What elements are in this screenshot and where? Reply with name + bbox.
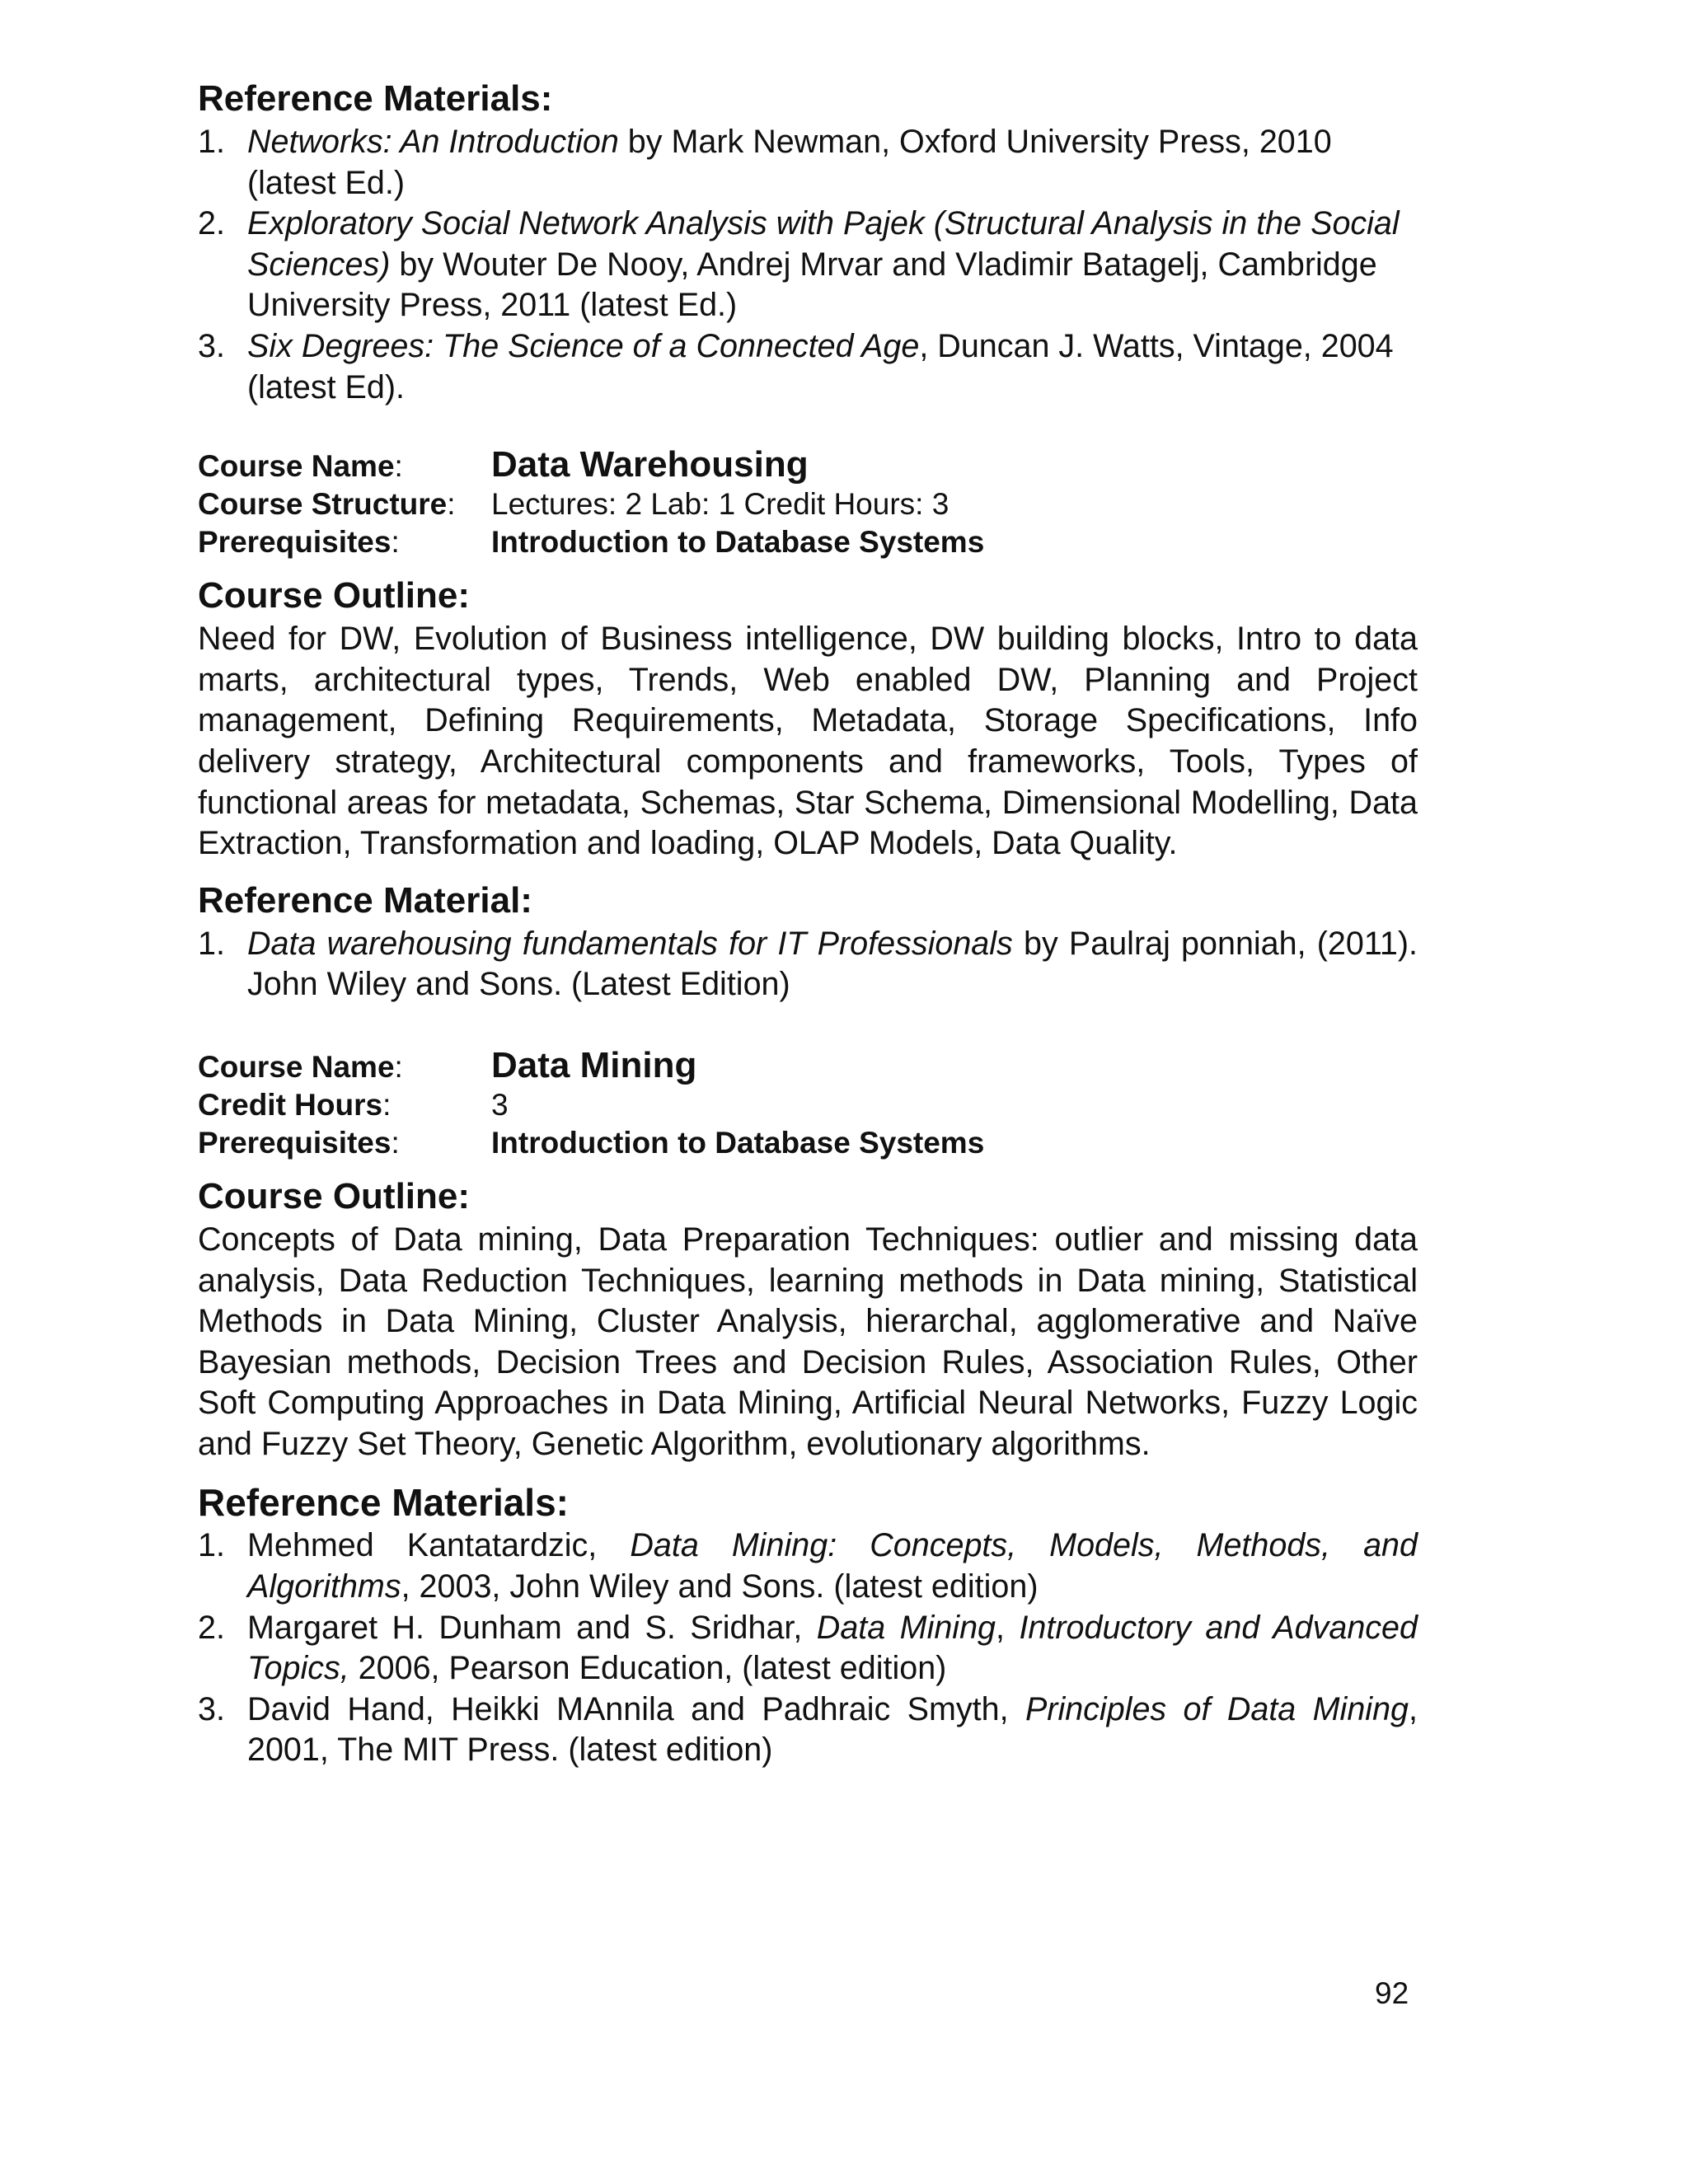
dm-credit-row	[198, 1086, 1418, 1124]
dw-structure-value: Lectures: 2 Lab: 1 Credit Hours: 3	[491, 487, 950, 522]
dm-credit-label: Credit Hours	[198, 1087, 383, 1122]
dm-prereq-label: Prerequisites	[198, 1125, 392, 1160]
refs1-item-1	[198, 122, 1418, 204]
dw-prereq-label: Prerequisites	[198, 525, 392, 560]
dm-prereq-row	[198, 1124, 1418, 1162]
dm-ref-item-1-title: Data Mining: Concepts, Models, Methods, and Algorithms	[247, 1527, 1418, 1605]
dm-ref-item-1	[198, 1526, 1418, 1607]
dw-structure-row	[198, 485, 1418, 523]
refs1-list	[198, 122, 1418, 408]
dm-ref-item-1-num: 1.	[198, 1527, 225, 1564]
refs1-item-3	[198, 326, 1418, 408]
dw-ref-item-1-title: Data warehousing fundamentals for IT Professionals	[247, 925, 1013, 962]
dm-name-label: Course Name	[198, 1049, 395, 1084]
refs1-item-1-rest: by Mark Newman, Oxford University Press, 2010 (latest Ed.)	[247, 124, 1332, 201]
dw-name-value: Data Warehousing	[491, 444, 809, 485]
page-number: 92	[1375, 1976, 1409, 2010]
dm-ref-item-2-pre: Margaret H. Dunham and S. Sridhar,	[247, 1609, 817, 1646]
dm-ref-item-2-title2: Introductory and Advanced Topics,	[247, 1609, 1418, 1687]
dm-ref-item-2-num: 2.	[198, 1609, 225, 1646]
dw-outline-text: Need for DW, Evolution of Business intelligence, DW building blocks, Intro to data marts, architectural types, Trends, Web enabled DW, Planning and Project management, Defining Requirements, Metadata, Storage Specifications, Info delivery strategy, Architectural components and frameworks, Tools, Types of functional areas for metadata, Schemas, Star Schema, Dimensional Modelling, Data Extraction, Transformation and loading, OLAP Models, Data Quality.	[198, 621, 1418, 862]
dm-course-section	[198, 1044, 1418, 1771]
dw-ref-heading: Reference Material:	[198, 879, 532, 921]
dm-ref-item-2-rest: 2006, Pearson Education, (latest edition)	[349, 1650, 947, 1687]
dw-course-section	[198, 446, 1418, 1005]
dm-prereq-value: Introduction to Database Systems	[491, 1125, 985, 1160]
refs1-item-1-title: Networks: An Introduction	[247, 124, 619, 160]
dm-outline-text: Concepts of Data mining, Data Preparation Techniques: outlier and missing data analysis, Data Reduction Techniques, learning methods in Data mining, Statistical Methods in Data Mining, Cluster Analysis, hierarchal, agglomerative and Naïve Bayesian methods, Decision Trees and Decision Rules, Association Rules, Other Soft Computing Approaches in Data Mining, Artificial Neural Networks, Fuzzy Logic and Fuzzy Set Theory, Genetic Algorithm, evolutionary algorithms.	[198, 1221, 1418, 1462]
dw-structure-label: Course Structure	[198, 487, 448, 522]
dw-name-label: Course Name	[198, 449, 395, 484]
dm-ref-heading: Reference Materials:	[198, 1481, 569, 1525]
dw-ref-item-1	[198, 924, 1418, 1005]
dm-name-sep: :	[394, 1049, 403, 1084]
dm-name-row	[198, 1044, 1418, 1086]
refs1-item-2-num: 2.	[198, 205, 225, 242]
dm-ref-item-2	[198, 1608, 1418, 1690]
dw-outline-heading: Course Outline:	[198, 575, 471, 616]
dm-ref-item-3-pre: David Hand, Heikki MAnnila and Padhraic Smyth,	[247, 1690, 1025, 1727]
refs1-item-1-num: 1.	[198, 124, 225, 160]
dm-ref-item-3-title: Principles of Data Mining	[1025, 1690, 1409, 1727]
dm-ref-item-2-title: Data Mining	[816, 1609, 996, 1646]
refs1-item-3-title: Six Degrees: The Science of a Connected Age	[247, 327, 920, 364]
dw-name-sep: :	[394, 449, 403, 484]
dm-credit-value: 3	[491, 1087, 509, 1122]
dw-prereq-row	[198, 523, 1418, 561]
dw-prereq-value: Introduction to Database Systems	[491, 525, 985, 560]
dm-outline-heading: Course Outline:	[198, 1175, 471, 1216]
dm-ref-item-3-rest: , 2001, The MIT Press. (latest edition)	[247, 1690, 1418, 1769]
refs1-item-2-title: Exploratory Social Network Analysis with Pajek (Structural Analysis in the Social Sciences)	[247, 205, 1400, 283]
dm-ref-item-1-rest: , 2003, John Wiley and Sons. (latest edition)	[401, 1568, 1039, 1605]
dw-prereq-sep: :	[391, 525, 400, 560]
dm-ref-item-2-mid: ,	[996, 1609, 1020, 1646]
refs1-item-2-rest: by Wouter De Nooy, Andrej Mrvar and Vladimir Batagelj, Cambridge University Press, 2011 (latest Ed.)	[247, 246, 1377, 324]
dw-structure-sep: :	[447, 487, 456, 522]
refs1-item-2	[198, 204, 1418, 326]
dm-ref-item-3-num: 3.	[198, 1690, 225, 1727]
dw-meta	[198, 446, 1418, 561]
refs1-heading: Reference Materials:	[198, 78, 553, 119]
refs1-item-3-num: 3.	[198, 327, 225, 364]
dm-ref-item-1-pre: Mehmed Kantatardzic,	[247, 1527, 631, 1564]
dm-ref-list	[198, 1526, 1418, 1771]
dm-name-value: Data Mining	[491, 1044, 697, 1085]
refs1-item-3-rest: , Duncan J. Watts, Vintage, 2004 (latest Ed).	[247, 327, 1394, 405]
dw-ref-item-1-rest: by Paulraj ponniah, (2011). John Wiley and Sons. (Latest Edition)	[247, 925, 1418, 1003]
refs1-section	[198, 76, 1418, 408]
dm-ref-item-3	[198, 1690, 1418, 1771]
dw-ref-list	[198, 924, 1418, 1005]
dm-credit-sep: :	[382, 1087, 392, 1122]
dm-prereq-sep: :	[391, 1125, 400, 1160]
document-page	[198, 76, 1418, 1771]
dm-meta	[198, 1044, 1418, 1162]
dw-name-row	[198, 446, 1418, 485]
dw-ref-item-1-num: 1.	[198, 925, 225, 962]
